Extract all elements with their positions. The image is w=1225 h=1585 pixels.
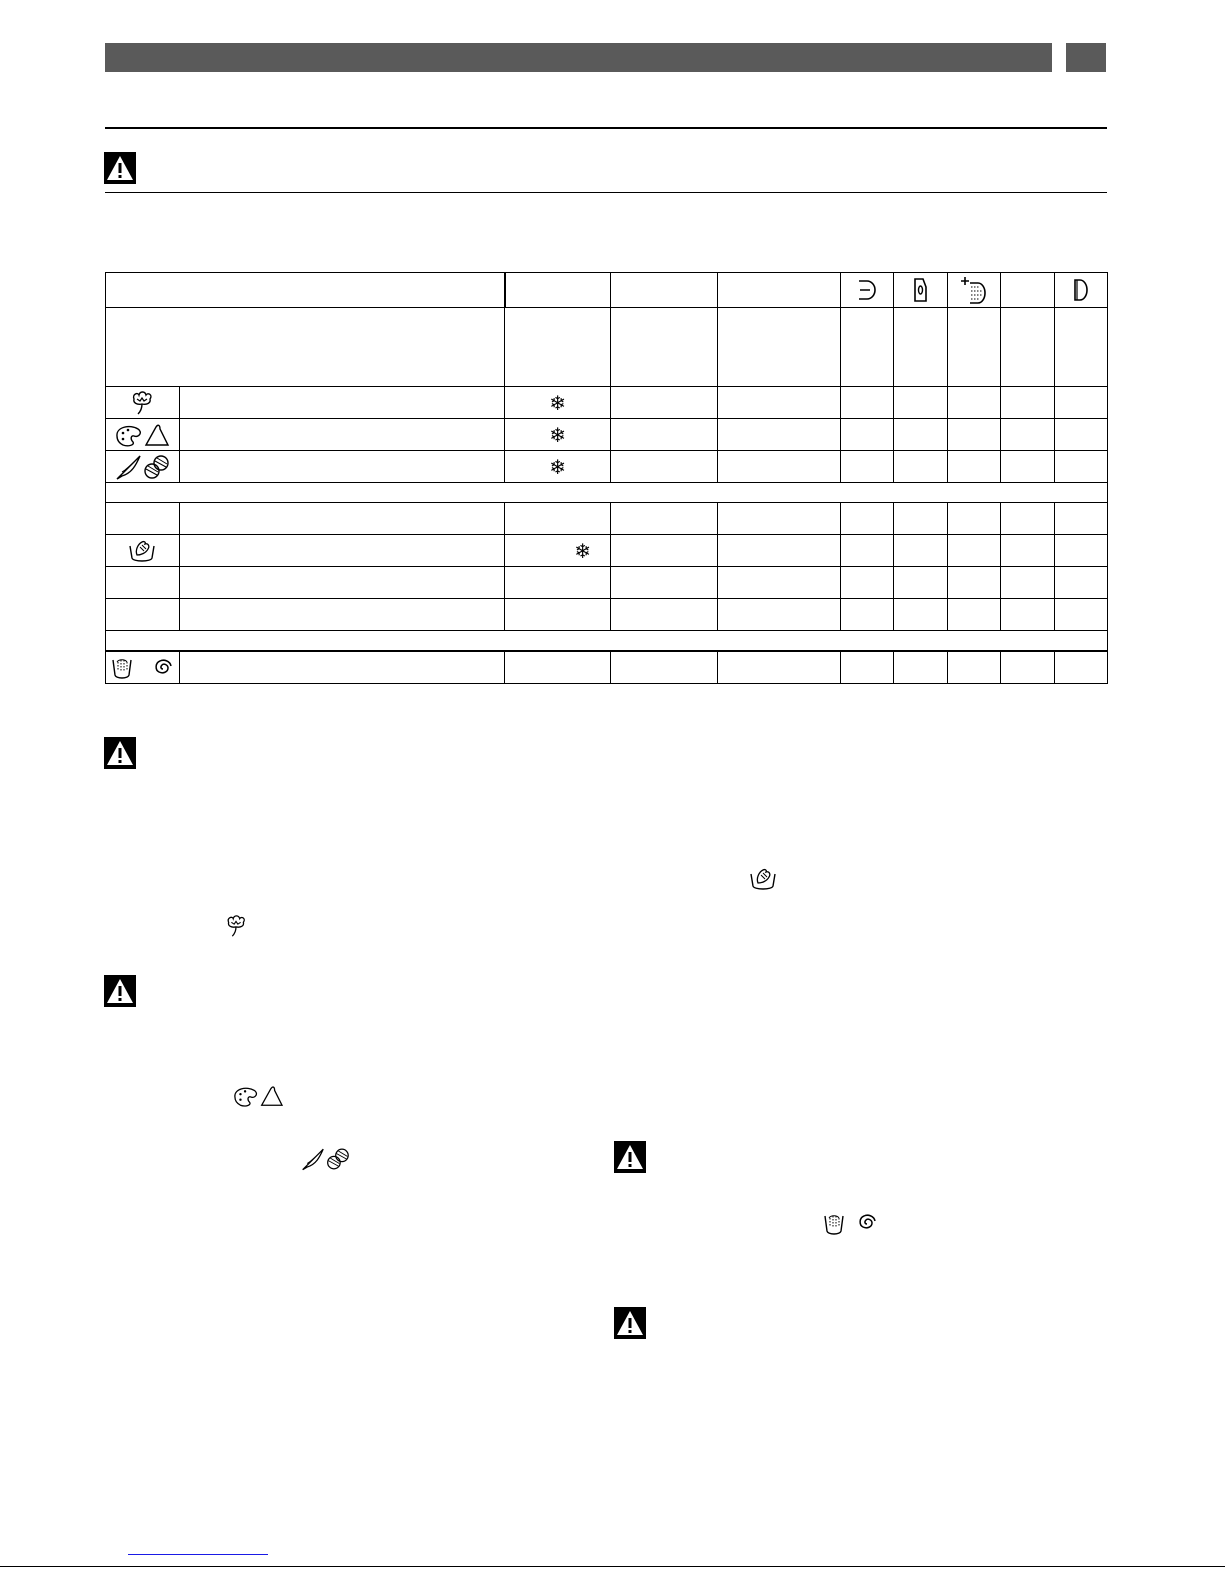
spin-icon	[856, 1212, 878, 1234]
table-row	[106, 387, 1108, 419]
programme-icon-cell	[106, 535, 180, 567]
programme-icon-cell	[106, 651, 180, 684]
header-col-5	[1054, 273, 1107, 308]
header-bar	[105, 43, 1052, 72]
table-row	[106, 599, 1108, 631]
snowflake-icon: ❄	[549, 454, 566, 479]
snowflake-icon: ❄	[549, 390, 566, 415]
snowflake-icon: ❄	[574, 538, 591, 563]
table-row	[106, 651, 1108, 684]
table-row	[106, 567, 1108, 599]
programme-name	[179, 503, 505, 535]
header-col-1	[840, 273, 893, 308]
page-number-tab	[1066, 43, 1106, 72]
table-group-row	[106, 631, 1108, 652]
table-row	[106, 535, 1108, 567]
table-header-row	[106, 273, 1108, 308]
programme-icon-cell	[106, 387, 180, 419]
spin-icon	[152, 657, 174, 679]
programme-name	[179, 387, 505, 419]
synthetics-palette-icon	[232, 1084, 284, 1108]
header-col-2	[894, 273, 947, 308]
header-spin	[717, 273, 840, 308]
warning-triangle-icon	[104, 975, 136, 1007]
handwash-basin-icon	[127, 538, 157, 564]
feather-wool-icon	[114, 453, 170, 481]
programme-icon-cell	[106, 451, 180, 483]
rinse-icon	[822, 1212, 846, 1236]
cotton-flower-icon	[129, 390, 155, 416]
section-top-rule	[105, 127, 1107, 129]
table-row	[106, 503, 1108, 535]
table-subheader-row	[106, 308, 1108, 387]
header-temp	[505, 273, 611, 308]
programme-name	[179, 419, 505, 451]
programme-name	[179, 451, 505, 483]
warning-triangle-icon	[614, 1307, 646, 1339]
d-letter-icon	[1072, 277, 1090, 303]
warning-triangle-icon	[104, 737, 136, 769]
programme-name	[179, 651, 505, 684]
header-col-4	[1001, 273, 1054, 308]
snowflake-icon: ❄	[549, 422, 566, 447]
footer-link-underline[interactable]	[128, 1554, 268, 1555]
header-col-3	[947, 273, 1000, 308]
table-row	[106, 451, 1108, 483]
handwash-basin-icon	[748, 866, 778, 892]
header-load	[611, 273, 718, 308]
programme-table	[105, 272, 1108, 684]
cotton-flower-icon	[224, 914, 248, 938]
synthetics-palette-icon	[114, 422, 170, 448]
header-programme	[106, 273, 505, 308]
table-group-row	[106, 483, 1108, 503]
tag-icon	[911, 277, 929, 303]
programme-name	[179, 535, 505, 567]
warning-triangle-icon	[614, 1141, 646, 1173]
footer-rule	[0, 1566, 1225, 1567]
table-row	[106, 419, 1108, 451]
feather-wool-icon	[300, 1146, 350, 1172]
programme-name	[179, 599, 505, 631]
warning-triangle-icon	[104, 152, 136, 184]
section-bottom-rule	[105, 192, 1107, 193]
programme-name	[179, 567, 505, 599]
bracket-icon	[856, 278, 878, 302]
plus-rinse-icon	[961, 275, 987, 305]
programme-icon-cell	[106, 419, 180, 451]
rinse-icon	[110, 656, 134, 680]
